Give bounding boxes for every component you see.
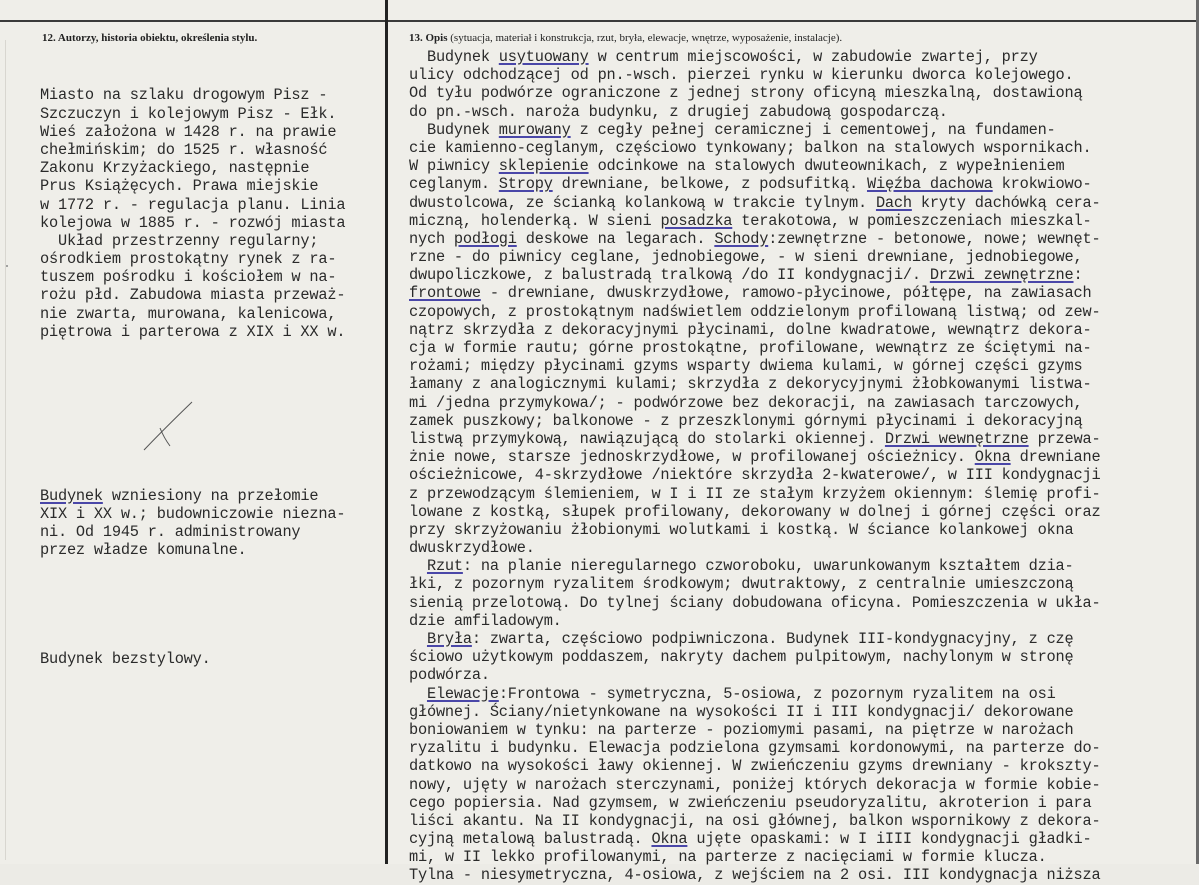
section-12-header xyxy=(42,32,257,44)
text-line: chełmińskim; do 1525 r. własność xyxy=(40,140,328,159)
paragraph-gap xyxy=(40,432,385,450)
text-line: mi /jedna przymykowa/; - podwórzowe bez dekoracji, na zawiasach tarczowych, xyxy=(409,393,1083,412)
text-line: rożami; między płycinami gzyms wsparty dwiema kulami, w górnej części gzyms xyxy=(409,357,1083,376)
text-line: ościeżnicowe, 4-skrzydłowe /niektóre skrzydła 2-kwaterowe/, w III kondygnacji xyxy=(409,466,1101,485)
text-line: liści akantu. Na II kondygnacji, na osi głównej, balkon wspornikowy z dekora- xyxy=(409,811,1101,830)
text-line: cego popiersia. Nad gzymsem, w zwieńczeniu pseudoryzalitu, akroterion i para xyxy=(409,793,1092,812)
section-13-number: 13. xyxy=(409,32,423,44)
text-line: łamany z analogicznymi kulami; skrzydła z dekorycyjnymi żłobkowanymi listwa- xyxy=(409,375,1092,394)
text-line: frontowe - drewniane, dwuskrzydłowe, ramowo-płycinowe, półtępe, na zawiasach xyxy=(409,284,1092,303)
text-line: przy skrzyżowaniu żłobionymi wolutkami i kostką. W ściance kolankowej okna xyxy=(409,520,1074,539)
text-line: dzie amfiladowym. xyxy=(409,611,562,630)
text-line: Budynek murowany z cegły pełnej ceramicznej i cementowej, na fundamen- xyxy=(409,120,1056,139)
text-line: nątrz skrzydła z dekoracyjnymi płycinami, dolne kwadratowe, wewnątrz dekora- xyxy=(409,320,1092,339)
section-12-title: Autorzy, historia obiektu, określenia stylu. xyxy=(57,32,258,44)
text-line: żnie nowe, starsze jednoskrzydłowe, w profilowanej ościeżnicy. Okna drewniane xyxy=(409,448,1101,467)
description-column xyxy=(409,48,1199,885)
text-line: ulicy odchodzącej od pn.-wsch. pierzei rynku w kierunku dworca kolejowego. xyxy=(409,66,1074,85)
text-line: ceglanym. Stropy drewniane, belkowe, z podsufitką. Więźba dachowa krokwiowo- xyxy=(409,175,1092,194)
history-paragraph xyxy=(40,86,385,341)
text-line: miczną, holenderką. W sieni posadzka terakotowa, w pomieszczeniach mieszkal- xyxy=(409,211,1092,230)
text-line: przez władze komunalne. xyxy=(40,541,247,560)
text-line: Budynek usytuowany w centrum miejscowości, w zabudowie zwartej, przy xyxy=(409,48,1038,66)
text-line: ośrodkiem prostokątny rynek z ra- xyxy=(40,250,337,269)
text-line: Od tyłu podwórze ograniczone z jednej strony oficyną mieszkalną, dostawioną xyxy=(409,84,1083,103)
text-line: łki, z pozornym ryzalitem środkowym; dwutraktowy, z centralnie umieszczoną xyxy=(409,575,1074,594)
section-13-title: Opis xyxy=(425,32,448,44)
text-line: cie kamienno-ceglanym, częściowo tynkowany; balkon na stalowych wspornikach. xyxy=(409,138,1092,157)
history-column xyxy=(40,50,385,705)
top-rule xyxy=(0,20,1199,22)
text-line: do pn.-wsch. naroża budynku, z drugiej zabudową gospodarczą. xyxy=(409,102,948,121)
left-margin-line xyxy=(5,40,6,860)
column-divider xyxy=(385,0,388,864)
paper-speck xyxy=(6,265,8,267)
text-line: datkowo na wysokości ławy okiennej. W zwieńczeniu gzyms drewniany - krokszty- xyxy=(409,757,1101,776)
text-line: mi, w II lekko profilowanymi, na parterze z nacięciami w formie klucza. xyxy=(409,848,1047,867)
text-line: Zakonu Krzyżackiego, następnie xyxy=(40,159,310,178)
text-line: Wieś założona w 1428 r. na prawie xyxy=(40,122,337,141)
text-line: ryzalitu i budynku. Elewacja podzielona gzymsami kordonowymi, na parterze do- xyxy=(409,739,1101,758)
text-line: lowane z kostką, słupek profilowany, dekorowany w dolnej i górnej części oraz xyxy=(409,502,1101,521)
text-line: w 1772 r. - regulacja planu. Linia xyxy=(40,195,346,214)
text-line: cyjną metalową balustradą. Okna ujęte opaskami: w I iIII kondygnacji gładki- xyxy=(409,830,1092,849)
text-line: Rzut: na planie nieregularnego czworoboku, uwarunkowanym kształtem dzia- xyxy=(426,557,1074,576)
section-13-subtitle: (sytuacja, materiał i konstrukcja, rzut, bryła, elewacje, wnętrze, wyposażenie, instalacje). xyxy=(450,32,843,44)
text-line: Tylna - niesymetryczna, 4-osiowa, z wejściem na 2 osi. III kondygnacja niższa xyxy=(409,866,1101,885)
handwritten-check-mark xyxy=(140,398,200,458)
section-13-header xyxy=(409,32,842,44)
building-history-paragraph xyxy=(40,487,385,560)
text-line: Miasto na szlaku drogowym Pisz - xyxy=(40,86,328,105)
text-line: z przewodzącym ślemieniem, w I i II ze stałym krzyżem okiennym: ślemię profi- xyxy=(409,484,1101,503)
text-line: dwupoliczkowe, z balustradą tralkową /do II kondygnacji/. Drzwi zewnętrzne: xyxy=(409,266,1083,285)
style-line: Budynek bezstylowy. xyxy=(40,650,211,669)
text-line: Elewacje:Frontowa - symetryczna, 5-osiowa, z pozornym ryzalitem na osi xyxy=(426,684,1056,703)
text-line: czopowych, z prostokątnym nadświetlem oddzielonym profilowaną listwą; od zew- xyxy=(409,302,1101,321)
text-line: W piwnicy sklepienie odcinkowe na stalowych dwuteownikach, z wypełnieniem xyxy=(409,157,1065,176)
section-12-number: 12. xyxy=(42,32,56,44)
text-line: zamek puszkowy; balkonowe - z przeszklonymi górnymi płycinami i dekoracyjną xyxy=(409,411,1083,430)
text-line: XIX i XX w.; budowniczowie niezna- xyxy=(40,504,346,523)
text-line: podwórza. xyxy=(409,666,490,685)
text-line: ściowo użytkowym poddaszem, nakryty dachem pulpitowym, nachylonym w stronę xyxy=(409,648,1074,667)
paragraph-gap xyxy=(40,596,385,614)
text-line: dwustolcowa, ze ścianką kolankową w trakcie tylnym. Dach kryty dachówką cera- xyxy=(409,193,1101,212)
text-line: listwą przymykową, nawiązującą do stolarki okiennej. Drzwi wewnętrzne przewa- xyxy=(409,429,1101,448)
text-line: Budynek wzniesiony na przełomie xyxy=(40,486,319,505)
text-line: cja w formie rautu; górne prostokątne, profilowane, wewnątrz ze ściętymi na- xyxy=(409,339,1092,357)
text-line: nowy, ujęty w narożach sterczynami, poniżej których dekoracja w formie kobie- xyxy=(409,775,1101,794)
text-line: kolejowa w 1885 r. - rozwój miasta xyxy=(40,213,346,232)
text-line: Układ przestrzenny regularny; xyxy=(40,231,319,250)
text-line: tuszem pośrodku i kościołem w na- xyxy=(40,268,337,287)
text-line: Szczuczyn i kolejowym Pisz - Ełk. xyxy=(40,104,337,123)
text-line: boniowaniem w tynku: na parterze - poziomymi pasami, na piętrze w narożach xyxy=(409,720,1074,739)
text-line: głównej. Ściany/nietynkowane na wysokości II i III kondygnacji/ dekorowane xyxy=(409,702,1074,721)
text-line: dwuskrzydłowe. xyxy=(409,539,535,558)
text-line: nych podłogi deskowe na legarach. Schody:zewnętrzne - betonowe, nowe; wewnęt- xyxy=(409,229,1101,248)
text-line: rzne - do piwnicy ceglane, jednobiegowe, - w sieni drewniane, jednobiegowe, xyxy=(409,248,1083,267)
text-line: rożu płd. Zabudowa miasta przeważ- xyxy=(40,286,346,305)
text-line: Bryła: zwarta, częściowo podpiwniczona. Budynek III-kondygnacyjny, z czę xyxy=(426,630,1074,648)
text-line: nie zwarta, murowana, kalenicowa, xyxy=(40,304,337,323)
text-line: Prus Książęcych. Prawa miejskie xyxy=(40,177,319,196)
text-line: sienią przelotową. Do tylnej ściany dobudowana oficyna. Pomieszczenia w ukła- xyxy=(409,593,1101,612)
paragraph-gap xyxy=(40,377,385,395)
text-line: piętrowa i parterowa z XIX i XX w. xyxy=(40,322,346,341)
text-line: ni. Od 1945 r. administrowany xyxy=(40,523,301,541)
